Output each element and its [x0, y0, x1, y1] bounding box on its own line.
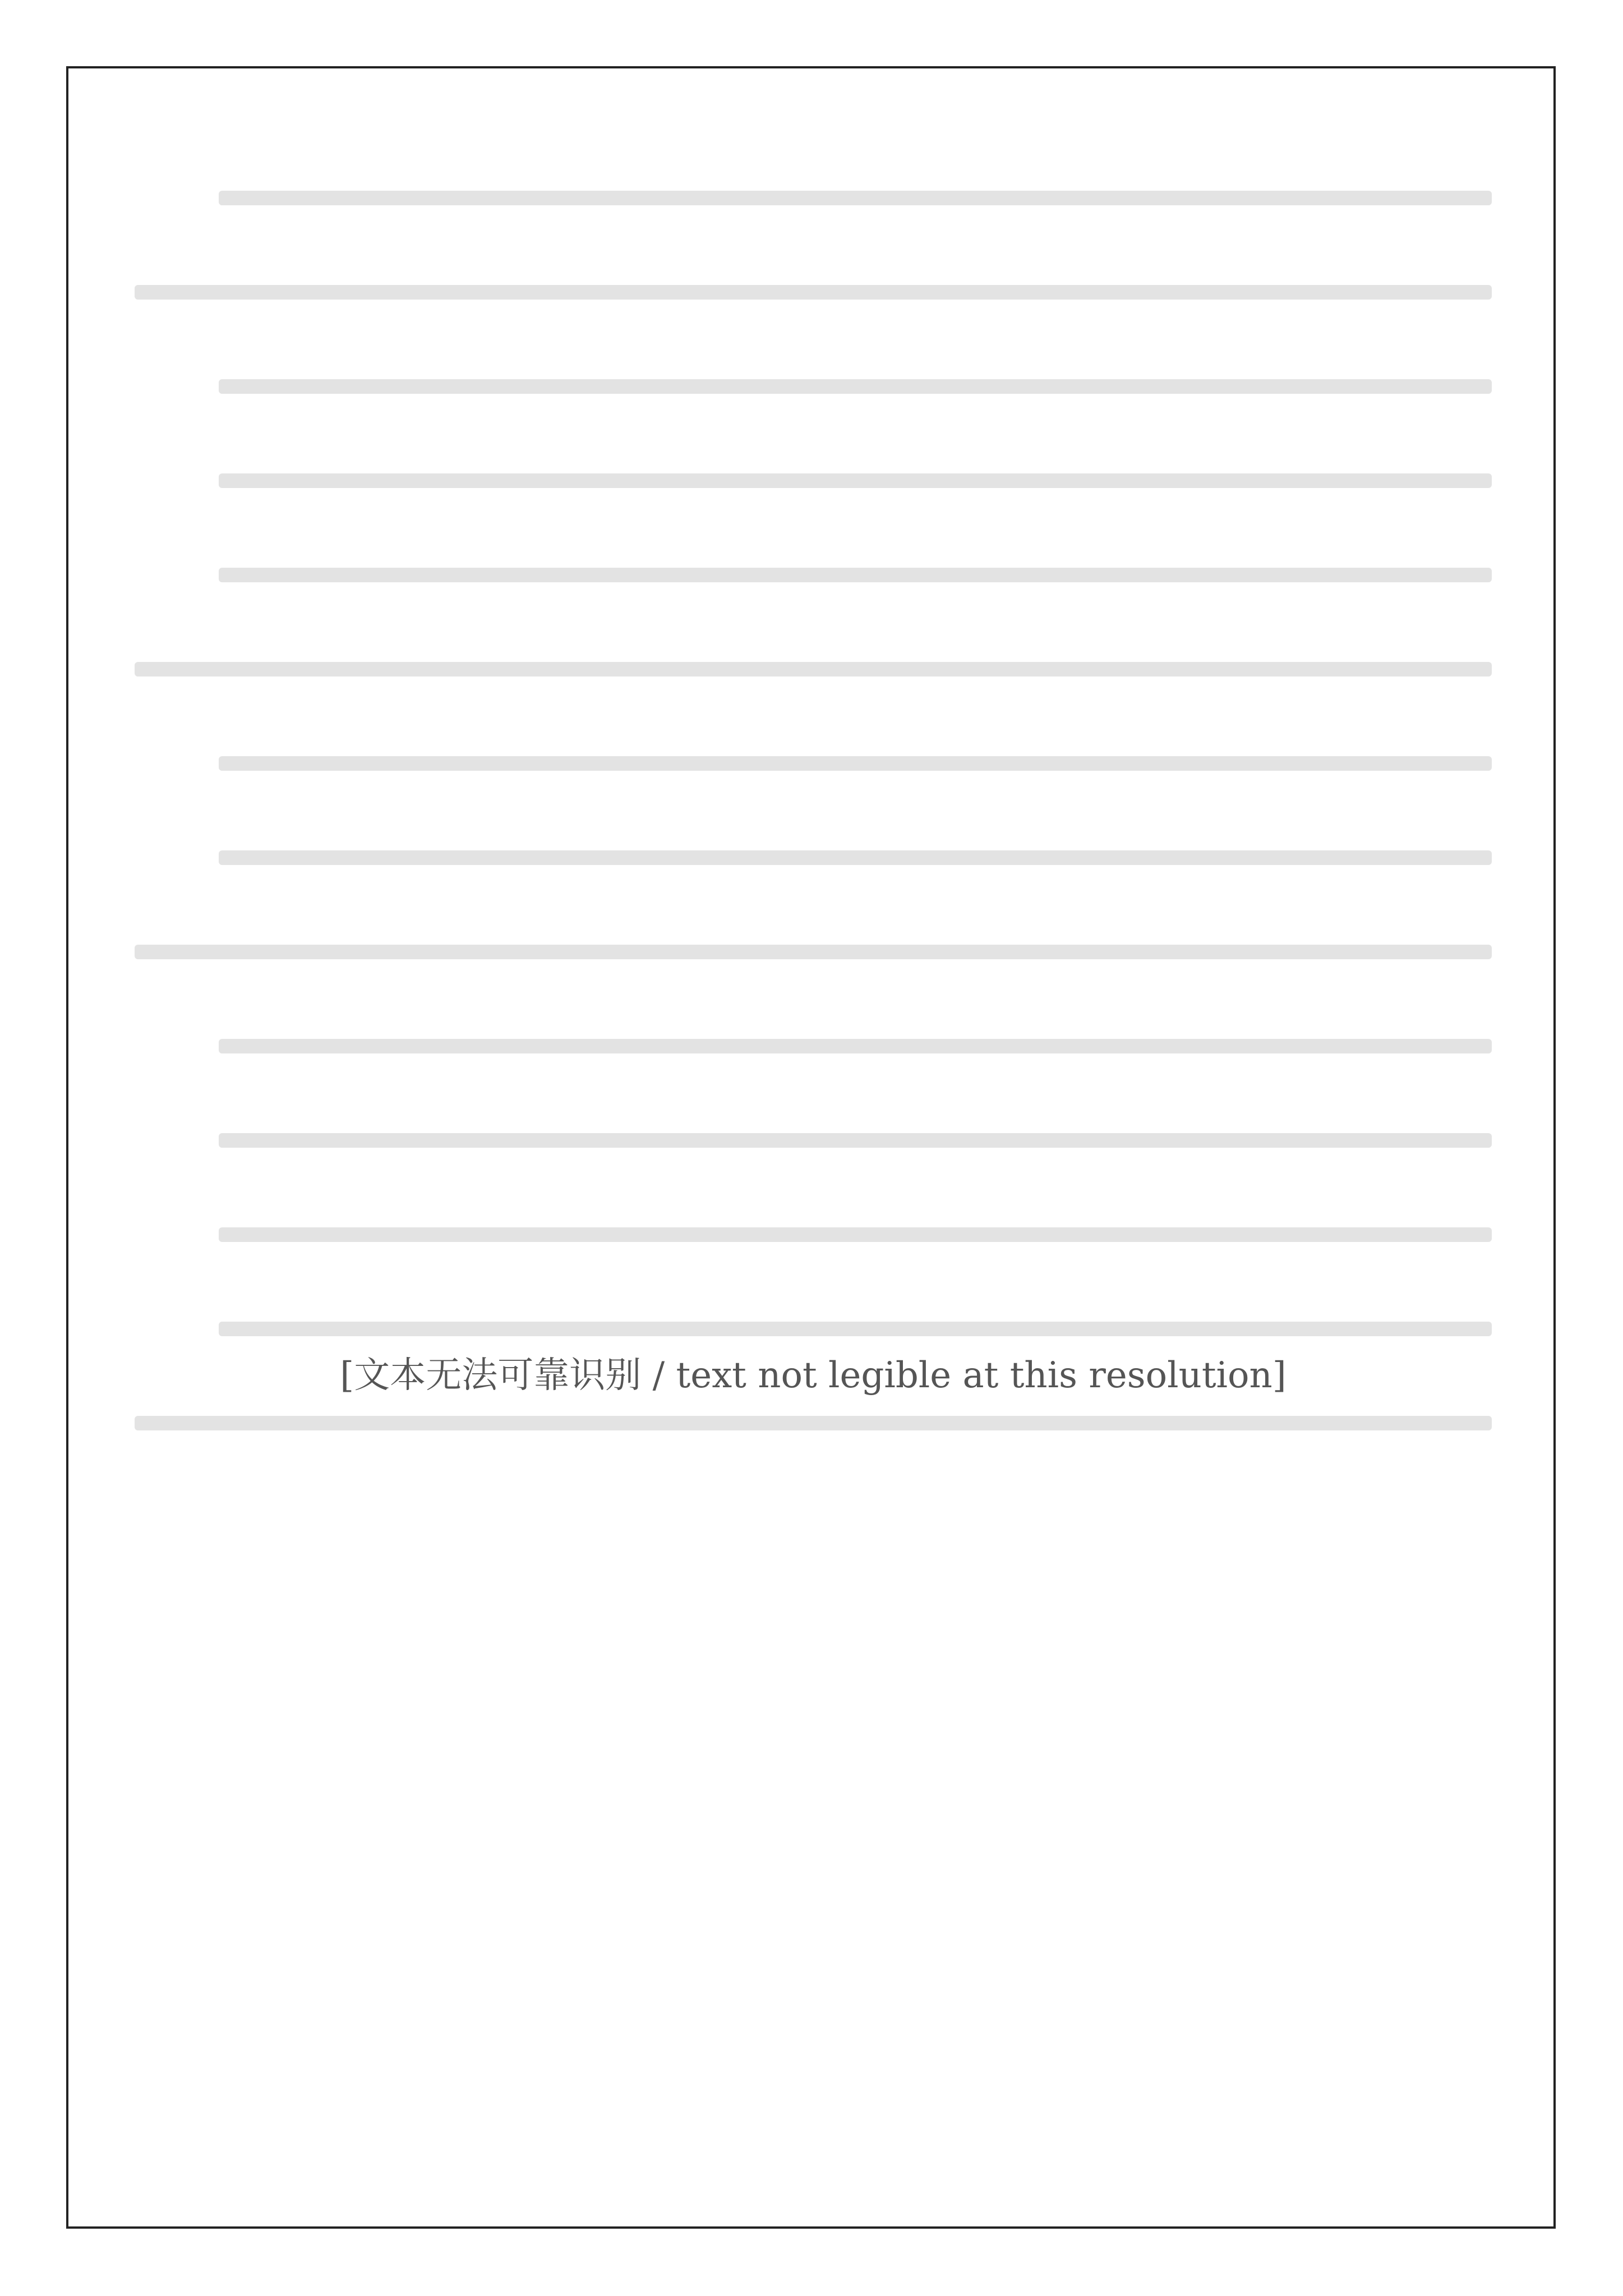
text-line-placeholder [219, 473, 1492, 488]
text-line-placeholder [135, 285, 1492, 300]
text-line-placeholder [219, 568, 1492, 582]
legibility-notice: [文本无法可靠识别 / text not legible at this resolution] [340, 1355, 1287, 1396]
text-line-placeholder [135, 945, 1492, 959]
text-line-placeholder [135, 1416, 1492, 1430]
text-line-placeholder [135, 662, 1492, 677]
text-line-placeholder [219, 191, 1492, 205]
text-line-placeholder [219, 1133, 1492, 1148]
text-line-placeholder [219, 1322, 1492, 1336]
unreadable-body-text [135, 191, 1492, 1510]
text-line-placeholder [219, 1039, 1492, 1053]
text-line-placeholder [219, 850, 1492, 865]
text-line-placeholder [219, 1227, 1492, 1242]
text-line-placeholder [219, 756, 1492, 771]
text-line-placeholder [219, 379, 1492, 394]
